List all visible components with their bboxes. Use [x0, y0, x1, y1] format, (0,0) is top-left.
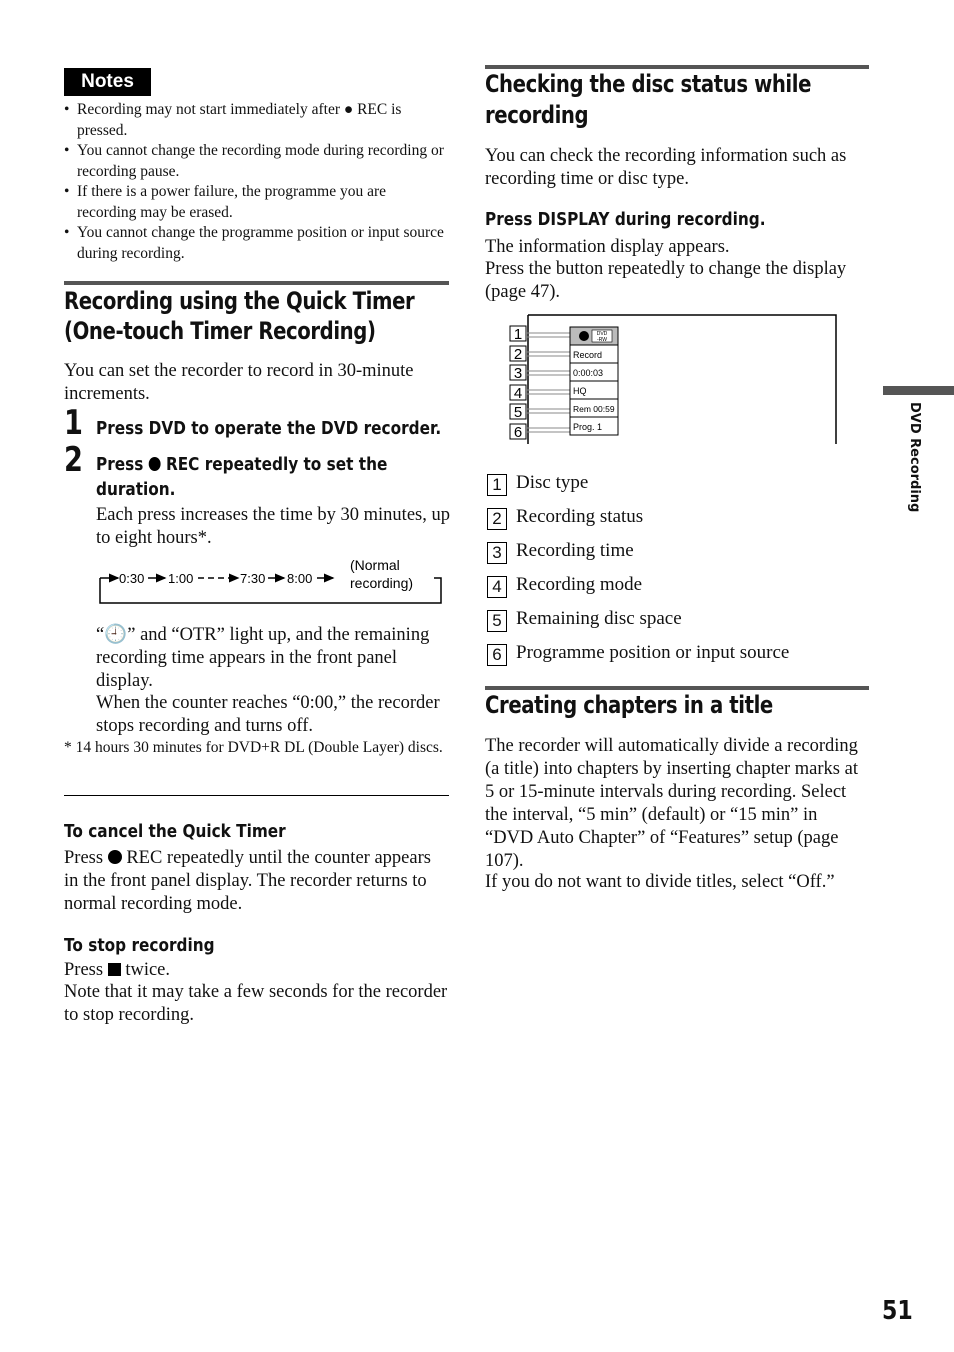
legend-number: 4: [487, 576, 507, 598]
counter-text: When the counter reaches “0:00,” the recorder stops recording and turns off.: [96, 693, 440, 736]
step-2-body: Each press increases the time by 30 minutes, up to eight hours*.: [96, 505, 450, 548]
note-item: • You cannot change the recording mode during recording or recording pause.: [64, 141, 449, 182]
legend-number: 3: [487, 542, 507, 564]
section-heading-disc-status-line1: Checking the disc status while: [485, 70, 812, 98]
rec-dot-icon: [149, 457, 161, 471]
time-sequence-diagram: [96, 555, 448, 607]
side-tab-label: DVD Recording: [907, 402, 922, 513]
callout-3: [510, 365, 526, 382]
side-tab-bar: [883, 386, 954, 395]
step-2-line2: duration.: [96, 479, 176, 500]
disc-badge-top: DVD: [596, 331, 608, 337]
status-text: Record: [573, 350, 603, 360]
callout-1: [510, 326, 526, 343]
leader-lines: [526, 333, 570, 432]
svg-text:4: 4: [513, 385, 523, 402]
disc-badge-bottom: -RW: [597, 337, 607, 343]
section-heading-quick-timer-line1: Recording using the Quick Timer: [64, 287, 415, 315]
legend-number: 1: [487, 474, 507, 496]
notes-badge: Notes: [64, 68, 151, 96]
section-rule: [64, 281, 449, 285]
callout-2: [510, 346, 526, 363]
seq-note-line1: (Normal: [350, 557, 400, 573]
svg-text:1: 1: [513, 326, 523, 343]
step-2-line1: [96, 452, 387, 477]
legend-number: 6: [487, 644, 507, 666]
note-item: • You cannot change the programme position or input source during recording.: [64, 223, 449, 264]
otr-text: “🕘” and “OTR” light up, and the remaining recording time appears in the front panel display.: [96, 625, 430, 691]
note-item: • Recording may not start immediately after ● REC is pressed.: [64, 100, 449, 141]
seq-time-3: 7:30: [240, 571, 266, 586]
divider: [64, 795, 449, 796]
callout-6: [510, 424, 526, 441]
legend-label: Recording mode: [516, 574, 643, 595]
remaining-text: Rem 00:59: [573, 404, 615, 414]
step-number-2: 2: [64, 440, 83, 480]
chapters-body1: The recorder will automatically divide a recording (a title) into chapters by inserting chapter marks at 5 or 15-minute intervals during recording. Select the interval, “5 min” (default) or “15 min” in “DVD Auto Chapter” of “Features” setup (page 107).: [485, 736, 858, 871]
time-text: 0:00:03: [573, 368, 604, 378]
disc-status-body1: The information display appears.: [485, 237, 730, 257]
page-number: 51: [882, 1296, 913, 1326]
seq-time-1: 0:30: [119, 571, 145, 586]
svg-text:3: 3: [513, 365, 523, 382]
quick-timer-intro: You can set the recorder to record in 30-minute increments.: [64, 361, 414, 404]
disc-status-body2: Press the button repeatedly to change the display (page 47).: [485, 259, 847, 302]
stop-press: Press: [64, 960, 104, 980]
cancel-text: [64, 847, 449, 916]
disc-status-subheading: Press DISPLAY during recording.: [485, 209, 766, 230]
notes-list: [64, 100, 449, 264]
seq-note-line2: recording): [350, 575, 414, 591]
stop-note: Note that it may take a few seconds for the recorder to stop recording.: [64, 982, 448, 1025]
chapters-body2: If you do not want to divide titles, select “Off.”: [485, 872, 835, 892]
legend-number: 2: [487, 508, 507, 530]
svg-text:2: 2: [513, 346, 523, 363]
stop-heading: To stop recording: [64, 935, 215, 956]
legend-label: Disc type: [516, 472, 589, 493]
mode-text: HQ: [573, 386, 587, 396]
svg-text:5: 5: [513, 404, 523, 421]
step-number-1: 1: [64, 403, 83, 443]
step-1-text: Press DVD to operate the DVD recorder.: [96, 418, 442, 439]
section-heading-quick-timer-line2: (One-touch Timer Recording): [64, 317, 376, 345]
stop-text: [64, 959, 449, 982]
svg-text:6: 6: [513, 424, 523, 441]
programme-text: Prog. 1: [573, 422, 603, 432]
section-heading-chapters: Creating chapters in a title: [485, 691, 773, 719]
disc-icon: [579, 331, 589, 341]
step-2-line1-post: REC repeatedly to set the: [165, 454, 388, 475]
cancel-press: Press: [64, 848, 104, 868]
legend-number: 5: [487, 610, 507, 632]
step-2-press: Press: [96, 454, 144, 475]
legend-label: Remaining disc space: [516, 608, 682, 629]
disc-status-intro: You can check the recording information such as recording time or disc type.: [485, 146, 847, 189]
footnote: * 14 hours 30 minutes for DVD+R DL (Double Layer) discs.: [64, 739, 443, 756]
stop-square-icon: [108, 963, 121, 976]
info-display-diagram: [508, 314, 843, 446]
note-item: • If there is a power failure, the programme you are recording may be erased.: [64, 182, 449, 223]
legend-label: Programme position or input source: [516, 642, 790, 663]
seq-time-4: 8:00: [287, 571, 313, 586]
cancel-body: REC repeatedly until the counter appears in the front panel display. The recorder returns to normal recording mode.: [64, 848, 431, 914]
stop-post: twice.: [125, 960, 170, 980]
callout-5: [510, 404, 526, 421]
rec-dot-icon: [108, 850, 122, 864]
legend-label: Recording time: [516, 540, 634, 561]
callout-4: [510, 385, 526, 402]
legend-label: Recording status: [516, 506, 644, 527]
cancel-heading: To cancel the Quick Timer: [64, 821, 286, 842]
section-heading-disc-status-line2: recording: [485, 101, 589, 129]
seq-time-2: 1:00: [168, 571, 194, 586]
